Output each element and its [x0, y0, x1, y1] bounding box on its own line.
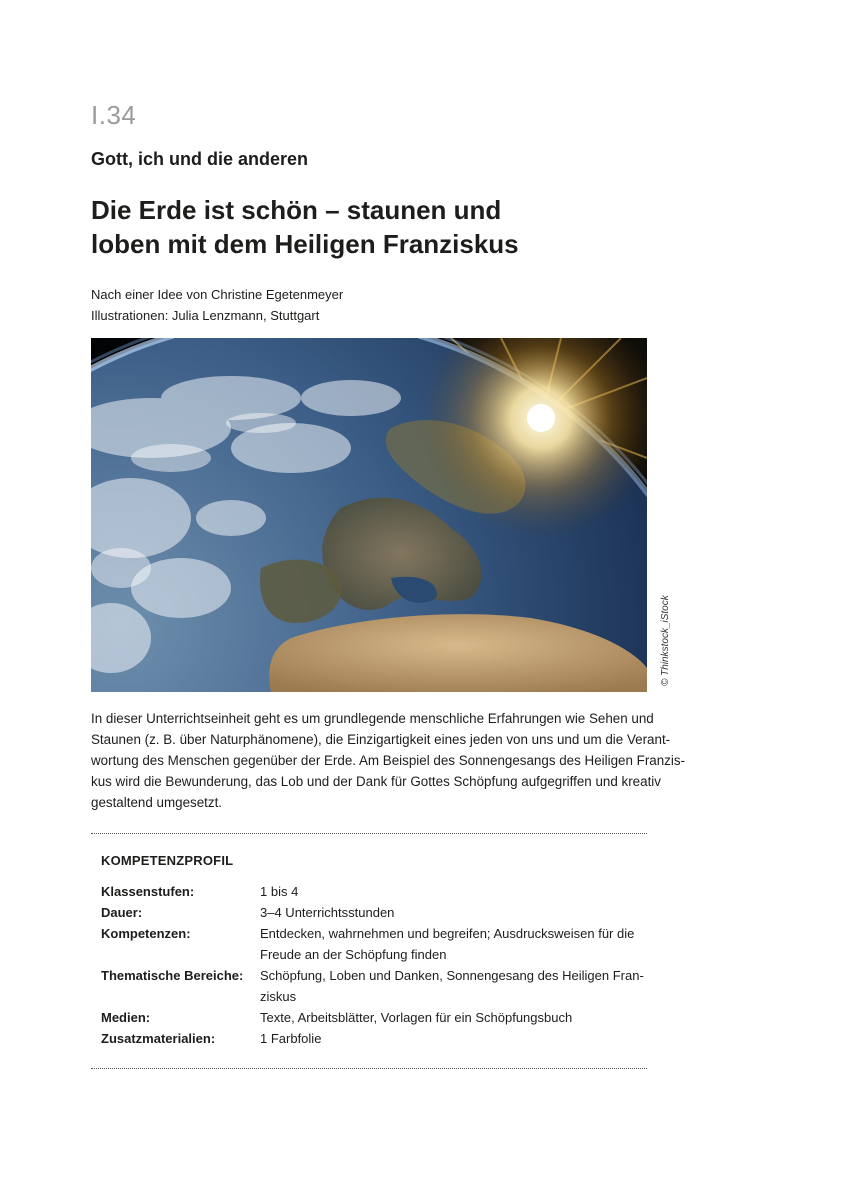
intro-line: In dieser Unterrichtseinheit geht es um grundlegende menschliche Erfahrungen wie Sehen und	[91, 711, 654, 726]
intro-line: kus wird die Bewunderung, das Lob und der Dank für Gottes Schöpfung aufgegriffen und kreativ	[91, 774, 661, 789]
profile-value	[260, 1028, 641, 1049]
photo-credit: © Thinkstock_iStock	[660, 595, 671, 686]
profile-row	[101, 881, 641, 902]
earth-photo	[91, 338, 647, 692]
intro-line: gestaltend umgesetzt.	[91, 795, 223, 810]
illustration-credit: Illustrationen: Julia Lenzmann, Stuttgart	[91, 308, 320, 323]
dotted-divider	[91, 833, 647, 834]
title-line: Die Erde ist schön – staunen und	[91, 195, 502, 225]
credits	[91, 284, 343, 326]
profile-row	[101, 1007, 641, 1028]
profile-row	[101, 902, 641, 923]
profile-label: Klassenstufen:	[101, 884, 195, 899]
competence-profile	[101, 881, 644, 1049]
profile-value	[260, 881, 641, 902]
profile-label: Dauer:	[101, 905, 143, 920]
profile-row	[101, 965, 644, 1007]
page-title	[91, 193, 651, 261]
profile-value-line: Entdecken, wahrnehmen und begreifen; Ausdrucksweisen für die	[260, 926, 635, 941]
profile-value-line: 1 bis 4	[260, 884, 299, 899]
profile-value-line: Texte, Arbeitsblätter, Vorlagen für ein Schöpfungsbuch	[260, 1010, 573, 1025]
dotted-divider	[91, 1068, 647, 1069]
profile-value-line: 1 Farbfolie	[260, 1031, 322, 1046]
profile-value	[260, 965, 644, 1007]
profile-value-line: ziskus	[260, 989, 297, 1004]
profile-value	[260, 902, 641, 923]
title-line: loben mit dem Heiligen Franziskus	[91, 229, 519, 259]
profile-value-line: Freude an der Schöpfung finden	[260, 947, 447, 962]
profile-label: Zusatzmaterialien:	[101, 1031, 216, 1046]
profile-value	[260, 923, 641, 965]
profile-label: Kompetenzen:	[101, 926, 191, 941]
profile-value-line: Schöpfung, Loben und Danken, Sonnengesang des Heiligen Fran-	[260, 968, 644, 983]
profile-label: Thematische Bereiche:	[101, 968, 244, 983]
intro-line: wortung des Menschen gegenüber der Erde. Am Beispiel des Sonnengesangs des Heiligen Franzis-	[91, 753, 686, 768]
profile-row	[101, 1028, 641, 1049]
idea-credit: Nach einer Idee von Christine Egetenmeyer	[91, 287, 344, 302]
chapter-title: Gott, ich und die anderen	[91, 149, 309, 169]
intro-paragraph	[91, 708, 686, 813]
profile-heading: KOMPETENZPROFIL	[101, 853, 234, 868]
profile-row	[101, 923, 641, 965]
intro-line: Staunen (z. B. über Naturphänomene), die Einzigartigkeit eines jeden von uns und um die Verant-	[91, 732, 671, 747]
section-number: I.34	[91, 100, 137, 130]
profile-value	[260, 1007, 641, 1028]
profile-label: Medien:	[101, 1010, 151, 1025]
earth-from-space-icon	[91, 338, 647, 692]
profile-value-line: 3–4 Unterrichtsstunden	[260, 905, 395, 920]
